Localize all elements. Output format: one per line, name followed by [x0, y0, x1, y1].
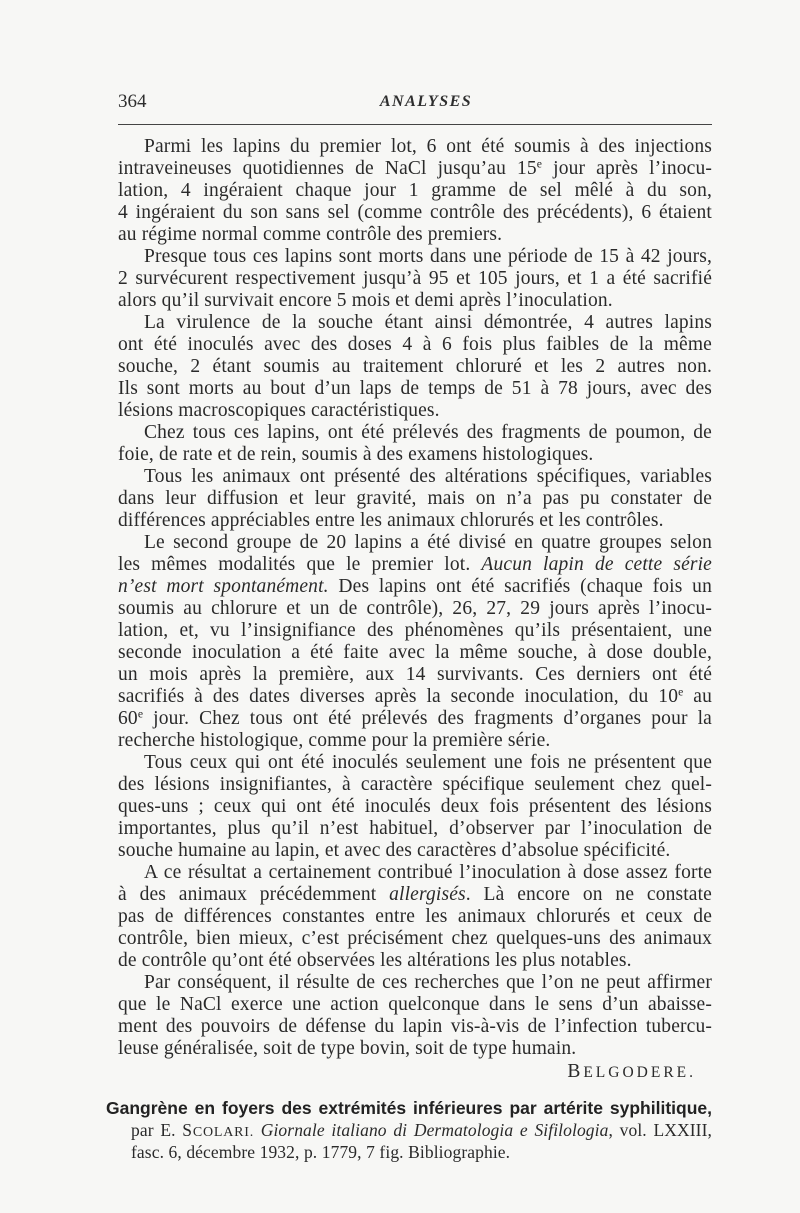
running-header [118, 90, 712, 114]
text-run: 4 ingéraient du son sans sel (comme contrôle des précédents), 6 étaient [118, 202, 712, 223]
text-run: que le NaCl exerce une action quelconque dans le sens d’un abaisse- [118, 994, 712, 1015]
text-run: par E. [131, 1120, 183, 1140]
text-run: au régime normal comme contrôle des premiers. [118, 224, 503, 245]
text-line [118, 444, 712, 466]
text-line [118, 994, 712, 1016]
text-line [118, 224, 712, 246]
italic-text: Aucun lapin de cette série [481, 554, 712, 575]
text-run: Ils sont morts au bout d’un laps de temps de 51 à 78 jours, avec des [118, 378, 712, 399]
text-run: Tous les animaux ont présenté des altérations spécifiques, variables [144, 466, 712, 487]
text-run: pas de différences constantes entre les animaux chlorurés et ceux de [118, 906, 712, 927]
superscript: e [536, 157, 543, 171]
text-line [118, 686, 712, 708]
text-line [118, 334, 712, 356]
text-line [118, 158, 712, 180]
superscript: e [137, 707, 144, 721]
text-line [118, 708, 712, 730]
text-line [118, 312, 712, 334]
page-number: 364 [118, 91, 147, 112]
text-run: Des lapins ont été sacrifiés (chaque fois un [328, 576, 712, 597]
text-line [118, 928, 712, 950]
text-run: alors qu’il survivait encore 5 mois et demi après l’inoculation. [118, 290, 613, 311]
text-run: 2 survécurent respectivement jusqu’à 95 et 105 jours, et 1 a été sacrifié [118, 268, 712, 289]
citation-line [131, 1141, 712, 1163]
text-run: différences appréciables entre les animaux chlorurés et les contrôles. [118, 510, 664, 531]
text-run: Parmi les lapins du premier lot, 6 ont été soumis à des injections [144, 136, 712, 157]
text-line [118, 796, 712, 818]
header-rule [118, 124, 712, 125]
text-run: un mois après la première, aux 14 survivants. Ces derniers ont été [118, 664, 712, 685]
text-line [118, 642, 712, 664]
text-run: dans leur diffusion et leur gravité, mais on n’a pas pu constater de [118, 488, 712, 509]
text-run: des lésions insignifiantes, à caractère spécifique seulement chez quel- [118, 774, 712, 795]
text-run: de contrôle qu’ont été observées les altérations les plus notables. [118, 950, 632, 971]
text-line [118, 598, 712, 620]
text-line [118, 752, 712, 774]
signature-text: BELGODERE. [567, 1061, 696, 1082]
text-run: importantes, plus qu’il n’est habituel, d’observer par l’inoculation de [118, 818, 712, 839]
text-run: 60 [118, 708, 138, 729]
text-line [118, 378, 712, 400]
text-line [118, 730, 712, 752]
text-line [118, 180, 712, 202]
text-run: jour. Chez tous ont été prélevés des fragments d’organes pour la [143, 708, 712, 729]
text-line [118, 554, 712, 576]
text-line [118, 466, 712, 488]
paragraph [118, 136, 712, 246]
next-article-citation [106, 1119, 712, 1163]
text-line [118, 136, 712, 158]
text-run: ment des pouvoirs de défense du lapin vis-à-vis de l’infection tubercu- [118, 1016, 712, 1037]
text-run: souche, 2 étant soumis au traitement chloruré et les 2 autres non. [118, 356, 712, 377]
text-run: leuse généralisée, soit de type bovin, soit de type humain. [118, 1038, 577, 1059]
paragraph [118, 312, 712, 422]
text-run: lésions macroscopiques caractéristiques. [118, 400, 440, 421]
text-line [118, 972, 712, 994]
text-run: contrôle, bien mieux, c’est précisément chez quelques-uns des animaux [118, 928, 712, 949]
text-line [118, 356, 712, 378]
text-run: les mêmes modalités que le premier lot. [118, 554, 482, 575]
text-line [118, 510, 712, 532]
text-run: soumis au chlorure et un de contrôle), 26, 27, 29 jours après l’inocu- [118, 598, 712, 619]
superscript: e [678, 685, 684, 699]
text-run: fasc. 6, décembre 1932, p. 1779, 7 fig. Bibliographie. [131, 1142, 511, 1162]
text-run: au [683, 686, 712, 707]
text-line [118, 422, 712, 444]
text-line [118, 664, 712, 686]
text-line [118, 532, 712, 554]
paragraph [118, 246, 712, 312]
italic-text: Giornale italiano di Dermatologia e Sifilologia [254, 1120, 609, 1140]
italic-text: n’est mort spontanément. [118, 576, 329, 597]
text-line [118, 840, 712, 862]
text-line [118, 400, 712, 422]
text-line [118, 818, 712, 840]
text-run: A ce résultat a certainement contribué l’inoculation à dose assez forte [144, 862, 712, 883]
text-run: lation, 4 ingéraient chaque jour 1 gramme de sel mêlé à du son, [118, 180, 712, 201]
text-line [118, 884, 712, 906]
next-article-title: Gangrène en foyers des extrémités inférieures par artérite syphilitique, [106, 1098, 712, 1118]
text-line [118, 246, 712, 268]
text-run: Chez tous ces lapins, ont été prélevés des fragments de poumon, de [144, 422, 712, 443]
text-run: Tous ceux qui ont été inoculés seulement une fois ne présentent que [144, 752, 712, 773]
text-line [118, 488, 712, 510]
paragraph [118, 532, 712, 752]
text-line [118, 576, 712, 598]
author-signature [118, 1061, 696, 1083]
text-run: Par conséquent, il résulte de ces recherches que l’on ne peut affirmer [144, 972, 712, 993]
small-caps-name: SCOLARI. [182, 1120, 255, 1140]
text-line [118, 906, 712, 928]
text-line [118, 202, 712, 224]
text-line [118, 1038, 712, 1060]
text-run: intraveineuses quotidiennes de NaCl jusqu’au 15 [118, 158, 537, 179]
text-line [118, 862, 712, 884]
text-line [118, 290, 712, 312]
text-run: lation, et, vu l’insignifiance des phénomènes qu’ils présentaient, une [118, 620, 712, 641]
text-run: Presque tous ces lapins sont morts dans une période de 15 à 42 jours, [144, 246, 712, 267]
text-run: , vol. LXXIII, [608, 1120, 712, 1140]
text-line [118, 268, 712, 290]
text-run: à des animaux précédemment [118, 884, 390, 905]
running-title: ANALYSES [379, 93, 473, 110]
italic-text: allergisés [389, 884, 466, 905]
text-line [118, 1016, 712, 1038]
paragraph [118, 752, 712, 862]
text-run: sacrifiés à des dates diverses après la seconde inoculation, du 10 [118, 686, 679, 707]
text-run: ques-uns ; ceux qui ont été inoculés deux fois présentent des lésions [118, 796, 712, 817]
paragraph [118, 466, 712, 532]
next-article [106, 1097, 712, 1163]
paragraph [118, 862, 712, 972]
text-line [118, 774, 712, 796]
text-run: foie, de rate et de rein, soumis à des examens histologiques. [118, 444, 594, 465]
text-run: . Là encore on ne constate [465, 884, 712, 905]
text-run: souche humaine au lapin, et avec des caractères d’absolue spécificité. [118, 840, 671, 861]
text-run: Le second groupe de 20 lapins a été divisé en quatre groupes selon [144, 532, 712, 553]
text-run: jour après l’inocu- [542, 158, 712, 179]
text-run: ont été inoculés avec des doses 4 à 6 fois plus faibles de la même [118, 334, 712, 355]
article-body [118, 136, 712, 1060]
text-line [118, 620, 712, 642]
citation-line [131, 1119, 712, 1141]
paragraph [118, 972, 712, 1060]
text-run: seconde inoculation a été faite avec la même souche, à dose double, [118, 642, 712, 663]
text-run: recherche histologique, comme pour la première série. [118, 730, 551, 751]
text-run: La virulence de la souche étant ainsi démontrée, 4 autres lapins [144, 312, 712, 333]
text-line [118, 950, 712, 972]
paragraph [118, 422, 712, 466]
